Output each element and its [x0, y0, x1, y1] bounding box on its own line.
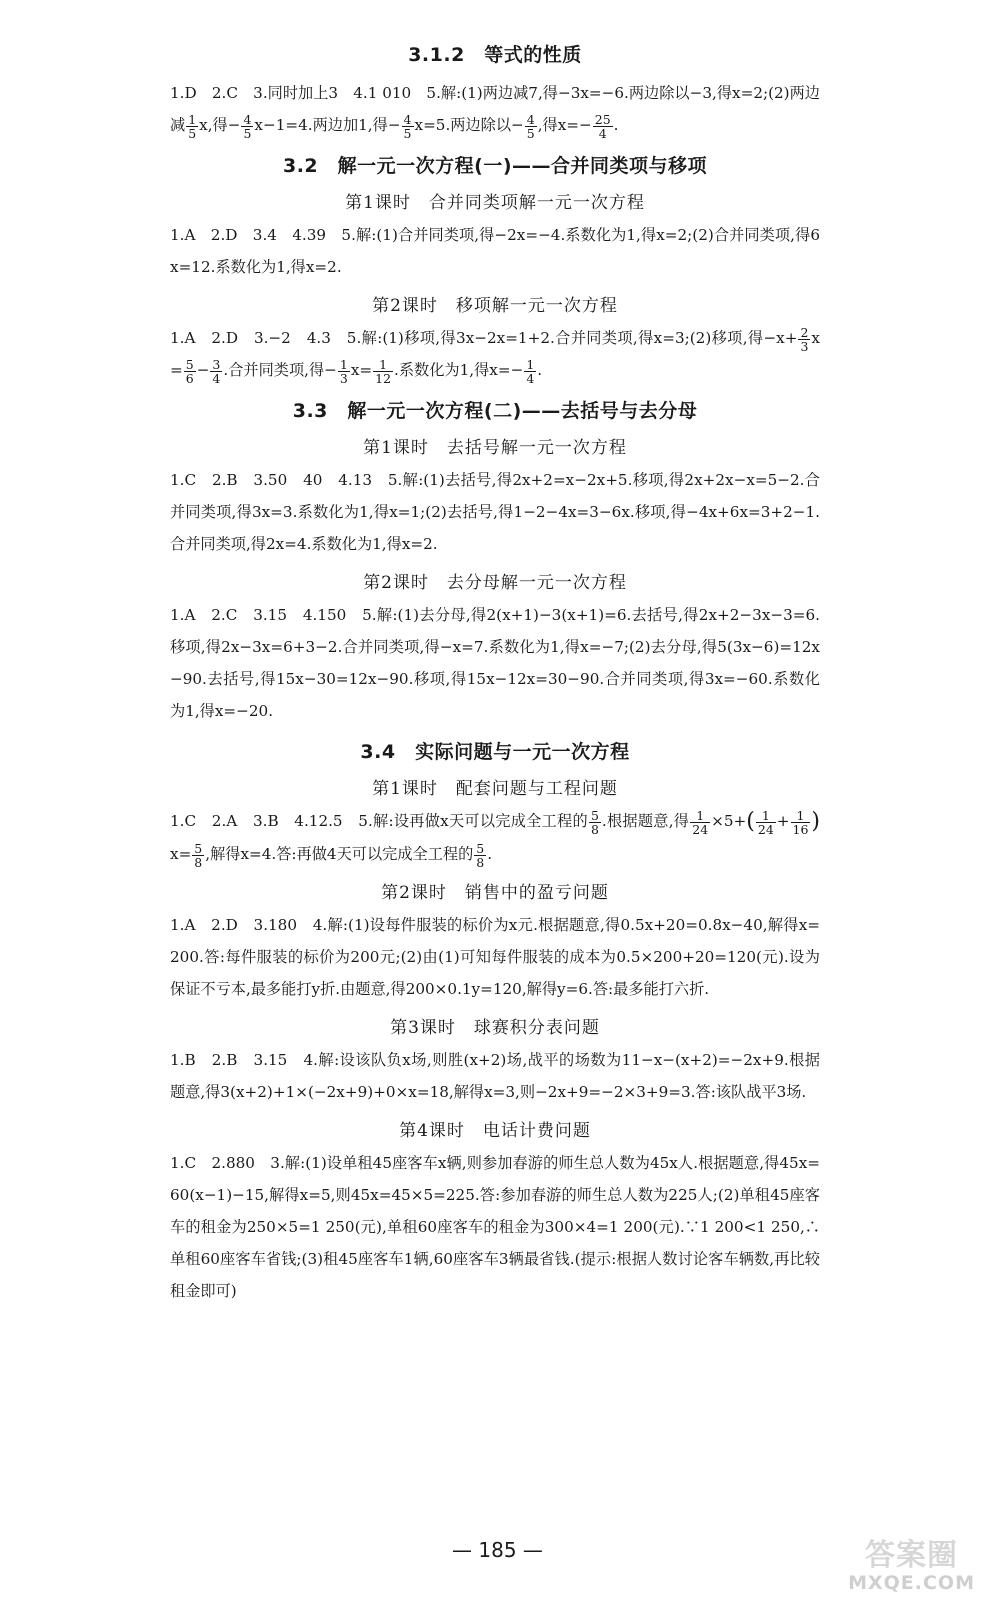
watermark-en: MXQE.COM: [848, 1572, 975, 1594]
fraction: $\frac{5}{6}$: [185, 356, 194, 386]
fraction: $\frac{1}{4}$: [526, 356, 535, 386]
left-paren: (: [746, 809, 755, 834]
fraction: $\frac{1}{3}$: [339, 356, 348, 386]
watermark-logo: [848, 1540, 975, 1594]
lesson-title: 第3课时 球赛积分表问题: [390, 1018, 600, 1038]
page-number: — 185 —: [452, 1538, 543, 1562]
lesson-title: 第4课时 电话计费问题: [399, 1121, 591, 1141]
fraction: $\frac{1}{16}$: [792, 807, 809, 837]
fraction: $\frac{1}{5}$: [188, 111, 197, 141]
answer-block: 1.B 2.B 3.15 4.解:设该队负x场,则胜(x+2)场,战平的场数为11−x−(x+2)=−2x+9.根据题意,得3(x+2)+1×(−2x+9)+0×x=18,解得x=3,则−2x+9=−2×3+9=3.答:该队战平3场.: [170, 1051, 820, 1101]
answer-block: 1.A 2.D 3.180 4.解:(1)设每件服装的标价为x元.根据题意,得0.5x+20=0.8x−40,解得x=200.答:每件服装的标价为200元;(2)由(1)可知每件服装的成本为0.5×200+20=120(元).设为保证不亏本,最多能打y折.由题意,得200×0.1y=120,解得y=6.答:最多能打六折.: [170, 916, 820, 998]
answer-block-3-1-2: 1.D 2.C 3.同时加上3 4.1 010 5.解:(1)两边减7,得−3x=−6.两边除以−3,得x=2;(2)两边减 $\frac{1}{5}$ x,得− $\frac{4}{5}$ x−1=4.两边加1,得− $\frac{4}{5}$ x=5.两边除以− $\frac{4}{5}$ ,得x=− $\frac{25}{4}$ .: [170, 84, 820, 141]
answer-block: 1.A 2.C 3.15 4.150 5.解:(1)去分母,得2(x+1)−3(x+1)=6.去括号,得2x+2−3x−3=6.移项,得2x−3x=6+3−2.合并同类项,得−x=7.系数化为1,得x=−7;(2)去分母,得5(3x−6)=12x−90.去括号,得15x−30=12x−90.移项,得15x−12x=30−90.合并同类项,得3x=−60.系数化为1,得x=−20.: [170, 606, 820, 720]
lesson-title: 第1课时 去括号解一元一次方程: [363, 438, 627, 458]
lesson-title: 第1课时 配套问题与工程问题: [372, 779, 618, 799]
answer-block: 1.C 2.A 3.B 4.12.5 5.解:设再做x天可以完成全工程的 $\frac{5}{8}$ .根据题意,得 $\frac{1}{24}$ ×5+( $\frac{1}{24}$ + $\frac{1}{16}$ )x= $\frac{5}{8}$ ,解得x=4.答:再做4天可以完成全工程的 $\frac{5}{8}$ .: [170, 807, 821, 870]
answer-block: 1.A 2.D 3.−2 4.3 5.解:(1)移项,得3x−2x=1+2.合并同类项,得x=3;(2)移项,得−x+ $\frac{2}{3}$ x= $\frac{5}{6}$ − $\frac{3}{4}$ .合并同类项,得− $\frac{1}{3}$ x= $\frac{1}{12}$ .系数化为1,得x=− $\frac{1}{4}$ .: [170, 324, 820, 386]
answer-block: 1.A 2.D 3.4 4.39 5.解:(1)合并同类项,得−2x=−4.系数化为1,得x=2;(2)合并同类项,得6x=12.系数化为1,得x=2.: [170, 226, 820, 276]
fraction: $\frac{4}{5}$: [243, 111, 252, 141]
section-title-3-4: 3.4 实际问题与一元一次方程: [360, 741, 630, 763]
fraction: $\frac{25}{4}$: [594, 111, 611, 141]
section-title-3-3: 3.3 解一元一次方程(二)——去括号与去分母: [292, 400, 698, 422]
fraction: $\frac{3}{4}$: [212, 356, 221, 386]
lesson-title: 第2课时 移项解一元一次方程: [372, 296, 618, 316]
fraction: $\frac{1}{24}$: [757, 807, 774, 837]
answer-block: 1.C 2.880 3.解:(1)设单租45座客车x辆,则参加春游的师生总人数为45x人.根据题意,得45x=60(x−1)−15,解得x=5,则45x=45×5=225.答:参加春游的师生总人数为225人;(2)单租45座客车的租金为250×5=1 250(元),单租60座客车的租金为300×4=1 200(元).∵1 200<1 250,∴单租60座客车省钱;(3)租45座客车1辆,60座客车3辆最省钱.(提示:根据人数讨论客车辆数,再比较租金即可): [170, 1154, 820, 1300]
answer-block: 1.C 2.B 3.50 40 4.13 5.解:(1)去括号,得2x+2=x−2x+5.移项,得2x+2x−x=5−2.合并同类项,得3x=3.系数化为1,得x=1;(2)去括号,得1−2−4x=3−6x.移项,得−4x+6x=3+2−1.合并同类项,得2x=4.系数化为1,得x=2.: [170, 471, 820, 553]
fraction: $\frac{5}{8}$: [590, 807, 599, 837]
lesson-title: 第2课时 销售中的盈亏问题: [381, 883, 609, 903]
watermark-cn: 答案圈: [865, 1538, 959, 1573]
section-title-3-1-2: 3.1.2 等式的性质: [408, 44, 582, 66]
answer-page: [170, 30, 820, 1307]
right-paren: ): [811, 809, 821, 834]
fraction: $\frac{5}{8}$: [476, 840, 485, 870]
fraction: $\frac{1}{12}$: [375, 356, 392, 386]
fraction: $\frac{1}{24}$: [692, 807, 709, 837]
fraction: $\frac{5}{8}$: [194, 840, 203, 870]
fraction: $\frac{4}{5}$: [526, 111, 535, 141]
lesson-title: 第2课时 去分母解一元一次方程: [363, 573, 627, 593]
fraction: $\frac{4}{5}$: [403, 111, 412, 141]
lesson-title: 第1课时 合并同类项解一元一次方程: [345, 193, 645, 213]
section-title-3-2: 3.2 解一元一次方程(一)——合并同类项与移项: [282, 155, 708, 177]
fraction: $\frac{2}{3}$: [800, 324, 809, 354]
